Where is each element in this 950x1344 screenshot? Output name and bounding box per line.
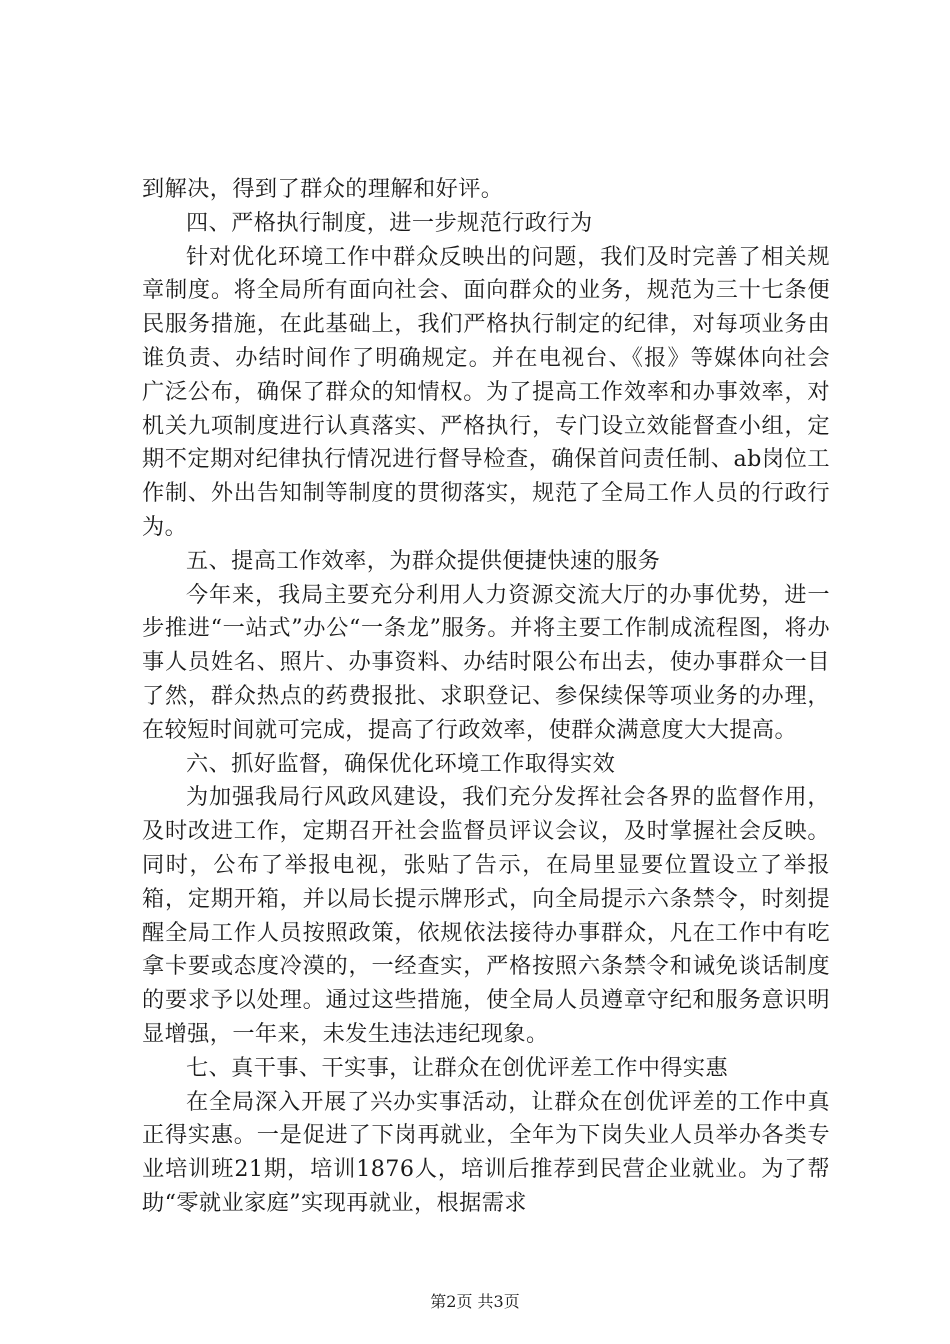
paragraph-continuation: 到解决，得到了群众的理解和好评。 — [142, 176, 504, 202]
section-heading-4: 四、严格执行制度，进一步规范行政行为 — [186, 209, 593, 236]
page-number-footer: 第2页 共3页 — [430, 1292, 520, 1311]
paragraph-section-6: 为加强我局行风政风建设，我们充分发挥社会各界的监督作用，及时改进工作，定期召开社会监督员评议会议，及时掌握社会反映。同时，公布了举报电视，张贴了告示，在局里显要位置设立了举报箱，定期开箱，并以局长提示牌形式，向全局提示六条禁令，时刻提醒全局工作人员按照政策，依规依法接待办事群众，凡在工作中有吃拿卡要或态度冷漠的，一经查实，严格按照六条禁令和诫免谈话制度的要求予以处理。通过这些措施，使全局人员遵章守纪和服务意识明显增强，一年来，未发生违法违纪现象。 — [142, 784, 830, 1047]
paragraph-section-5: 今年来，我局主要充分利用人力资源交流大厅的办事优势，进一步推进“一站式”办公“一条龙”服务。并将主要工作制成流程图，将办事人员姓名、照片、办事资料、办结时限公布出去，使办事群众一目了然，群众热点的药费报批、求职登记、参保续保等项业务的办理，在较短时间就可完成，提高了行政效率，使群众满意度大大提高。 — [142, 581, 830, 743]
section-heading-5: 五、提高工作效率，为群众提供便捷快速的服务 — [186, 547, 661, 574]
paragraph-section-7: 在全局深入开展了兴办实事活动，让群众在创优评差的工作中真正得实惠。一是促进了下岗再就业，全年为下岗失业人员举办各类专业培训班21期，培训1876人，培训后推荐到民营企业就业。为了帮助“零就业家庭”实现再就业，根据需求 — [142, 1088, 830, 1216]
section-heading-7: 七、真干事、干实事，让群众在创优评差工作中得实惠 — [186, 1054, 729, 1081]
document-body — [142, 173, 830, 1221]
section-heading-6: 六、抓好监督，确保优化环境工作取得实效 — [186, 750, 616, 777]
paragraph-section-4: 针对优化环境工作中群众反映出的问题，我们及时完善了相关规章制度。将全局所有面向社会、面向群众的业务，规范为三十七条便民服务措施，在此基础上，我们严格执行制定的纪律，对每项业务由谁负责、办结时间作了明确规定。并在电视台、《报》等媒体向社会广泛公布，确保了群众的知情权。为了提高工作效率和办事效率，对机关九项制度进行认真落实、严格执行，专门设立效能督查小组，定期不定期对纪律执行情况进行督导检查，确保首问责任制、ab岗位工作制、外出告知制等制度的贯彻落实，规范了全局工作人员的行政行为。 — [142, 243, 830, 540]
